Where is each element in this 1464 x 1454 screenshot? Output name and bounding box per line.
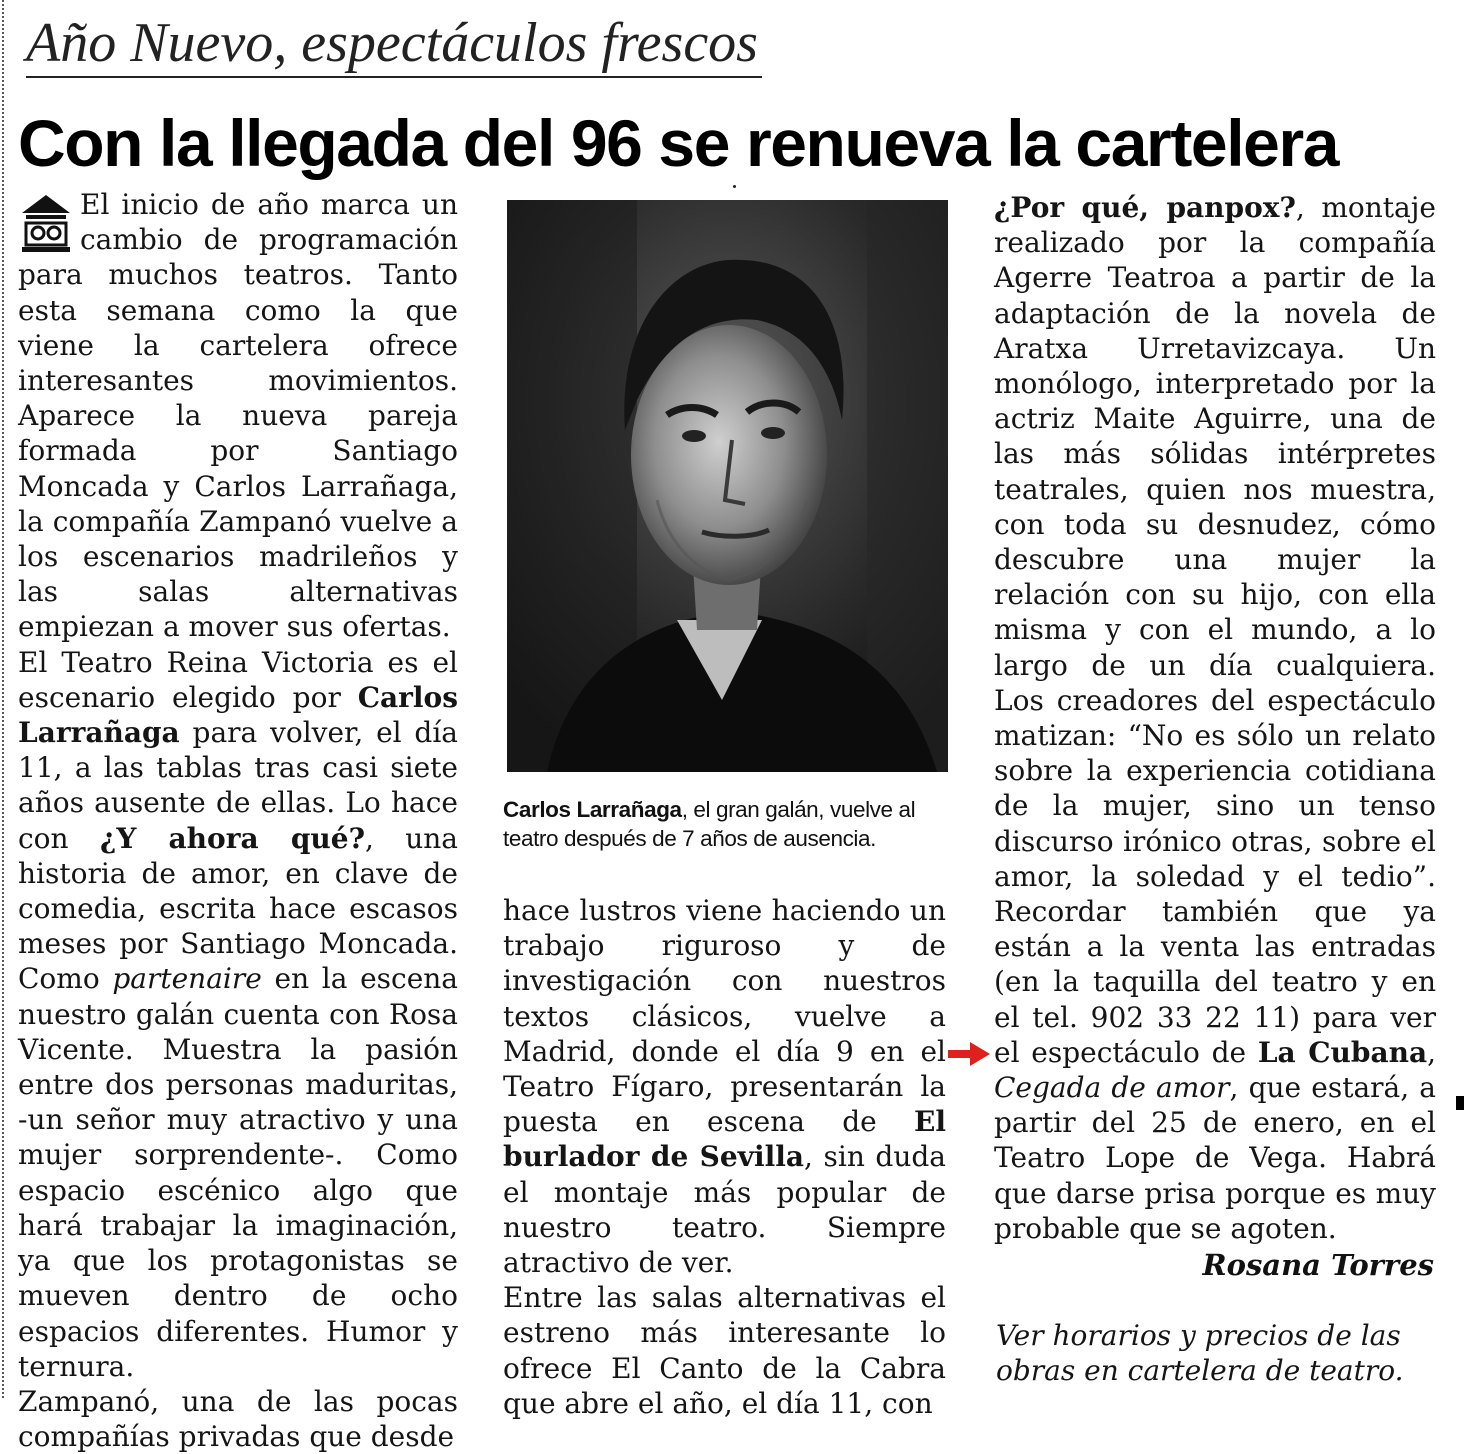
intro-text: El inicio de año marca un cambio de programación para muchos teatros. Tanto esta semana como la que viene la cartelera ofrece interesantes movimientos. Aparece la nueva pareja formada por Santiago Moncada y Carlos Larrañaga, la compañía Zampanó vuelve a los escenarios madrileños y las salas alternativas empiezan a mover sus ofertas.: [18, 188, 458, 644]
caption-name: Carlos Larrañaga: [503, 797, 682, 822]
text-run: El Teatro Reina Victoria es el escenario elegido por: [18, 645, 458, 714]
paragraph-zampano: Zampanó, una de las pocas compañías privadas que desde: [18, 1384, 458, 1454]
article-column-2: [503, 893, 946, 1421]
text-run: , una historia de amor, en clave de comedia, escrita hace escasos meses por Santiago Moncada. Como: [18, 821, 458, 996]
text-run: , que estará, a partir del 25 de enero, en el Teatro Lope de Vega. Habrá que darse prisa porque es muy probable que se agoten.: [994, 1071, 1436, 1245]
text-run: en la escena nuestro galán cuenta con Rosa Vicente. Muestra la pasión entre dos personas maduritas, -un señor muy atractivo y una mujer sorprendente-. Como espacio escénico algo que hará trabajar la imaginación, ya que los protagonistas se mueven dentro de ocho espacios diferentes. Humor y ternura.: [18, 962, 458, 1383]
red-arrow-icon: [948, 1042, 990, 1066]
text-run: para volver, el día 11, a las tablas tras casi siete años ausente de ellas. Lo hace con: [18, 716, 458, 855]
portrait-photo: [507, 200, 948, 772]
headline: Con la llegada del 96 se renueva la cartelera: [18, 106, 1339, 180]
title-el-burlador-de-sevilla: El burlador de Sevilla: [503, 1105, 946, 1174]
text-run: , montaje realizado por la compañía Agerre Teatroa a partir de la adaptación de la novela de Aratxa Urretavizcaya. Un monólogo, interpretado por la actriz Maite Aguirre, una de las más sólidas intérpretes teatrales, quien nos muestra, con toda su desnudez, cómo descubre una mujer la relación con su hijo, con ella misma y con el mundo, a lo largo de un día cualquiera. Los creadores del espectáculo matizan: “No es sólo un relato sobre la experiencia cotidiana de la mujer, sino un tenso discurso irónico otras, sobre el amor, la soledad y el tedio”.: [994, 191, 1436, 893]
listings-footnote: Ver horarios y precios de las obras en cartelera de teatro.: [996, 1319, 1404, 1387]
caption-text: , el gran galán, vuelve al teatro después de 7 años de ausencia.: [503, 797, 916, 851]
dotted-margin-rule: [2, 0, 4, 1398]
byline: Rosana Torres: [1202, 1248, 1434, 1282]
text-run: hace lustros viene haciendo un trabajo riguroso y de investigación con nuestros textos clásicos, vuelve a Madrid, donde el día 9 en el Teatro Fígaro, presentarán la puesta en escena de: [503, 894, 946, 1139]
paragraph-intro: [18, 187, 458, 645]
text-run: , sin duda el montaje más popular de nuestro teatro. Siempre atractivo de ver.: [503, 1140, 946, 1280]
name-carlos-larranaga: Carlos Larrañaga: [18, 680, 458, 750]
article-column-1: [18, 187, 458, 1454]
paragraph-burlador: [503, 893, 946, 1280]
edge-mark: [1456, 1096, 1464, 1110]
photo-caption: [503, 795, 953, 853]
title-cegada-de-amor: Cegada de amor: [994, 1071, 1230, 1105]
title-y-ahora-que: ¿Y ahora qué?: [99, 821, 365, 855]
text-run: Recordar también: [994, 895, 1279, 929]
company-la-cubana: La Cubana: [1257, 1035, 1428, 1069]
text-run: ,: [1427, 1035, 1436, 1069]
word-partenaire: partenaire: [112, 962, 262, 996]
paragraph-panpox: [994, 190, 1436, 1246]
theater-icon: [18, 193, 74, 253]
article-column-3: [994, 190, 1436, 1246]
paragraph-salas-alternativas: Entre las salas alternativas el estreno más interesante lo ofrece El Canto de la Cabra que abre el año, el día 11, con: [503, 1281, 946, 1420]
print-speck: [733, 185, 736, 188]
paragraph-larranaga: [18, 645, 458, 1384]
section-kicker: Año Nuevo, espectáculos frescos: [26, 10, 762, 78]
title-por-que-panpox: ¿Por qué, panpox?: [994, 191, 1296, 224]
text-run: que ya están a la venta las entradas (en la taquilla del teatro y en el tel. 902 33 22 11) para ver el espectáculo de: [994, 895, 1436, 1069]
